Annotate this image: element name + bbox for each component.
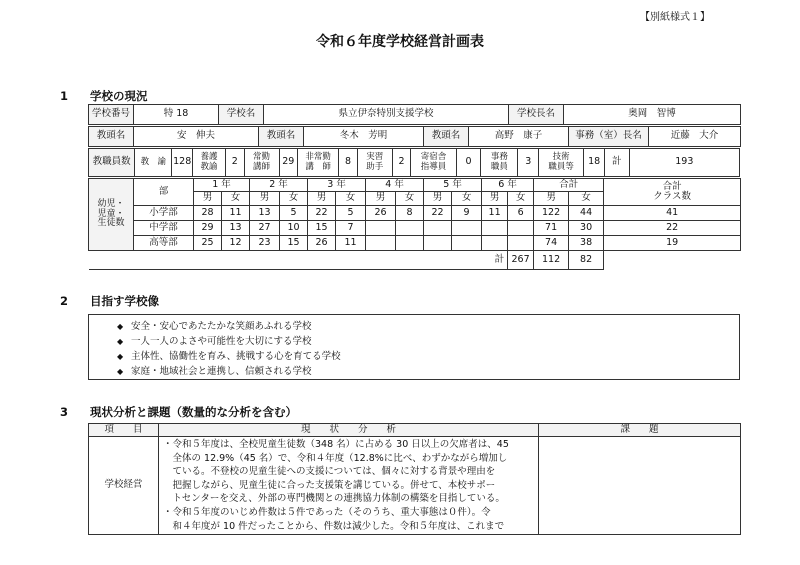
analysis-table <box>88 423 741 535</box>
staff-type-count: 2 <box>225 149 244 177</box>
classes-header: 合計 クラス数 <box>604 179 741 206</box>
class-count: 19 <box>604 236 741 251</box>
office-chief-name: 近藤 大介 <box>649 127 741 147</box>
table-row <box>89 206 741 221</box>
staff-total: 193 <box>629 149 739 177</box>
form-number: 【別紙様式１】 <box>640 12 710 23</box>
count-cell: 15 <box>280 236 308 251</box>
count-cell <box>482 236 508 251</box>
list-item <box>117 334 739 349</box>
school-no: 特 18 <box>134 105 219 125</box>
total-female: 30 <box>569 221 604 236</box>
total-female: 38 <box>569 236 604 251</box>
page-title: 令和６年度学校経営計画表 <box>316 34 484 50</box>
count-cell: 10 <box>280 221 308 236</box>
staff-type-count: 18 <box>584 149 605 177</box>
count-cell: 25 <box>194 236 222 251</box>
count-cell <box>396 236 424 251</box>
vice-principal-table <box>88 126 741 147</box>
issue-cell <box>539 437 741 535</box>
class-count: 41 <box>604 206 741 221</box>
sum-female: 112 <box>534 251 569 270</box>
count-cell: 29 <box>194 221 222 236</box>
staff-count-table <box>88 148 740 177</box>
count-cell <box>508 236 534 251</box>
table-row <box>89 437 741 535</box>
count-cell: 26 <box>366 206 396 221</box>
section1-heading <box>60 88 148 104</box>
count-cell: 5 <box>336 206 366 221</box>
female-header: 女 <box>569 192 604 206</box>
vice3-label: 教頭名 <box>424 127 469 147</box>
office-chief-label: 事務（室）長名 <box>569 127 649 147</box>
male-header: 男 <box>424 192 452 206</box>
female-header: 女 <box>452 192 482 206</box>
grade-header: 3 年 <box>308 179 366 192</box>
section2-title: 目指す学校像 <box>90 294 159 308</box>
count-cell: 22 <box>308 206 336 221</box>
count-cell: 11 <box>222 206 250 221</box>
staff-type-count: 128 <box>172 149 193 177</box>
dept-name: 小学部 <box>134 206 194 221</box>
count-cell: 13 <box>222 221 250 236</box>
school-name-label: 学校名 <box>219 105 264 125</box>
count-cell: 9 <box>452 206 482 221</box>
female-header: 女 <box>508 192 534 206</box>
staff-type-label: 非常勤 講 師 <box>298 149 339 177</box>
count-cell: 11 <box>482 206 508 221</box>
female-header: 女 <box>222 192 250 206</box>
grade-header: 1 年 <box>194 179 250 192</box>
female-header: 女 <box>396 192 424 206</box>
count-cell: 11 <box>336 236 366 251</box>
count-cell: 8 <box>396 206 424 221</box>
analysis-line: ている。不登校の児童生徒への支援については、個々に対する背景や理由を <box>163 466 496 478</box>
table-row <box>89 221 741 236</box>
analysis-line: 和４年度が 10 件だったことから、件数は減少した。令和５年度は、これまで <box>163 520 505 532</box>
grade-header: 4 年 <box>366 179 424 192</box>
male-header: 男 <box>482 192 508 206</box>
analysis-line: トセンターを交え、外部の専門機関との連携協力体制の構築を目指している。 <box>163 493 505 505</box>
section1-number: 1 <box>60 89 69 103</box>
class-count: 22 <box>604 221 741 236</box>
vision-text: 一人一人のよさや可能性を大切にする学校 <box>131 336 312 347</box>
count-cell: 26 <box>308 236 336 251</box>
count-cell <box>366 236 396 251</box>
count-cell: 5 <box>280 206 308 221</box>
principal-label: 学校長名 <box>509 105 564 125</box>
total-male: 122 <box>534 206 569 221</box>
dept-header: 部 <box>134 179 194 206</box>
male-header: 男 <box>534 192 569 206</box>
grade-header: 2 年 <box>250 179 308 192</box>
analysis-line: ・令和５年度は、全校児童生徒数（348 名）に占める 30 日以上の欠席者は、45 <box>163 439 509 450</box>
staff-label: 教職員数 <box>89 149 135 177</box>
list-item <box>117 349 739 364</box>
male-header: 男 <box>250 192 280 206</box>
sum-row <box>89 251 741 270</box>
count-cell <box>508 221 534 236</box>
male-header: 男 <box>366 192 396 206</box>
vice1-name: 安 伸夫 <box>134 127 259 147</box>
analysis-text <box>159 437 539 535</box>
male-header: 男 <box>308 192 336 206</box>
count-cell <box>452 236 482 251</box>
total-male: 71 <box>534 221 569 236</box>
staff-type-label: 技術 職員等 <box>539 149 584 177</box>
count-cell <box>366 221 396 236</box>
total-female: 44 <box>569 206 604 221</box>
count-cell <box>396 221 424 236</box>
staff-type-label: 事務 職員 <box>481 149 518 177</box>
count-cell: 28 <box>194 206 222 221</box>
list-item <box>117 319 739 334</box>
diamond-bullet-icon: ◆ <box>117 367 124 376</box>
count-cell: 15 <box>308 221 336 236</box>
grade-header: 5 年 <box>424 179 482 192</box>
sum-classes: 82 <box>569 251 604 270</box>
count-cell <box>424 221 452 236</box>
count-cell: 12 <box>222 236 250 251</box>
col-issue-header: 課 題 <box>539 424 741 437</box>
vice1-label: 教頭名 <box>89 127 134 147</box>
vice2-label: 教頭名 <box>259 127 304 147</box>
section2-heading <box>60 293 159 309</box>
diamond-bullet-icon: ◆ <box>117 352 124 361</box>
vice2-name: 冬木 芳明 <box>304 127 424 147</box>
section1-title: 学校の現況 <box>90 89 148 103</box>
analysis-line: ・令和５年度のいじめ件数は５件であった（そのうち、重大事態は０件）。令 <box>163 506 491 518</box>
section3-title: 現状分析と課題（数量的な分析を含む） <box>90 405 297 419</box>
students-label: 幼児・ 児童・ 生徒数 <box>89 179 134 251</box>
analysis-line: 全体の 12.9%（45 名）で、令和４年度（12.8%に比べ、わずかながら増加し <box>163 452 508 464</box>
staff-type-label: 寄宿舎 指導員 <box>411 149 456 177</box>
staff-total-label: 計 <box>604 149 629 177</box>
dept-name: 中学部 <box>134 221 194 236</box>
dept-name: 高等部 <box>134 236 194 251</box>
row-item: 学校経営 <box>89 437 159 535</box>
vision-text: 安全・安心であたたかな笑顔あふれる学校 <box>131 321 312 332</box>
staff-type-count: 8 <box>339 149 358 177</box>
staff-type-label: 実習 助手 <box>357 149 392 177</box>
col-analysis-header: 現 状 分 析 <box>159 424 539 437</box>
section3-heading <box>60 404 297 420</box>
staff-type-label: 教 諭 <box>135 149 172 177</box>
sum-male: 267 <box>508 251 534 270</box>
list-item <box>117 364 739 379</box>
vision-text: 主体性、協働性を育み、挑戦する心を育てる学校 <box>131 351 341 362</box>
principal-name: 奥岡 智博 <box>564 105 741 125</box>
staff-type-count: 2 <box>392 149 411 177</box>
section3-number: 3 <box>60 405 69 419</box>
male-header: 男 <box>194 192 222 206</box>
diamond-bullet-icon: ◆ <box>117 322 124 331</box>
school-name: 県立伊奈特別支援学校 <box>264 105 509 125</box>
student-count-table <box>88 178 741 270</box>
count-cell <box>452 221 482 236</box>
count-cell: 27 <box>250 221 280 236</box>
grade-header: 6 年 <box>482 179 534 192</box>
staff-type-label: 養護 教諭 <box>193 149 226 177</box>
female-header: 女 <box>280 192 308 206</box>
female-header: 女 <box>336 192 366 206</box>
school-info-table <box>88 104 741 125</box>
vision-text: 家庭・地域社会と連携し、信頼される学校 <box>131 366 312 377</box>
count-cell: 6 <box>508 206 534 221</box>
vision-list <box>117 319 739 379</box>
count-cell: 22 <box>424 206 452 221</box>
count-cell <box>482 221 508 236</box>
staff-type-count: 0 <box>456 149 481 177</box>
school-vision-box <box>88 314 740 380</box>
count-cell: 7 <box>336 221 366 236</box>
col-item-header: 項 目 <box>89 424 159 437</box>
table-row <box>89 236 741 251</box>
count-cell: 23 <box>250 236 280 251</box>
count-cell: 13 <box>250 206 280 221</box>
diamond-bullet-icon: ◆ <box>117 337 124 346</box>
count-cell <box>424 236 452 251</box>
school-no-label: 学校番号 <box>89 105 134 125</box>
sum-label: 計 <box>89 251 508 270</box>
section2-number: 2 <box>60 294 69 308</box>
total-male: 74 <box>534 236 569 251</box>
analysis-line: 把握しながら、児童生徒に合った支援策を講じている。併せて、本校サポー <box>163 479 496 491</box>
staff-type-count: 3 <box>518 149 539 177</box>
staff-type-count: 29 <box>279 149 298 177</box>
staff-type-label: 常勤 講師 <box>244 149 279 177</box>
vice3-name: 高野 康子 <box>469 127 569 147</box>
total-header: 合計 <box>534 179 604 192</box>
